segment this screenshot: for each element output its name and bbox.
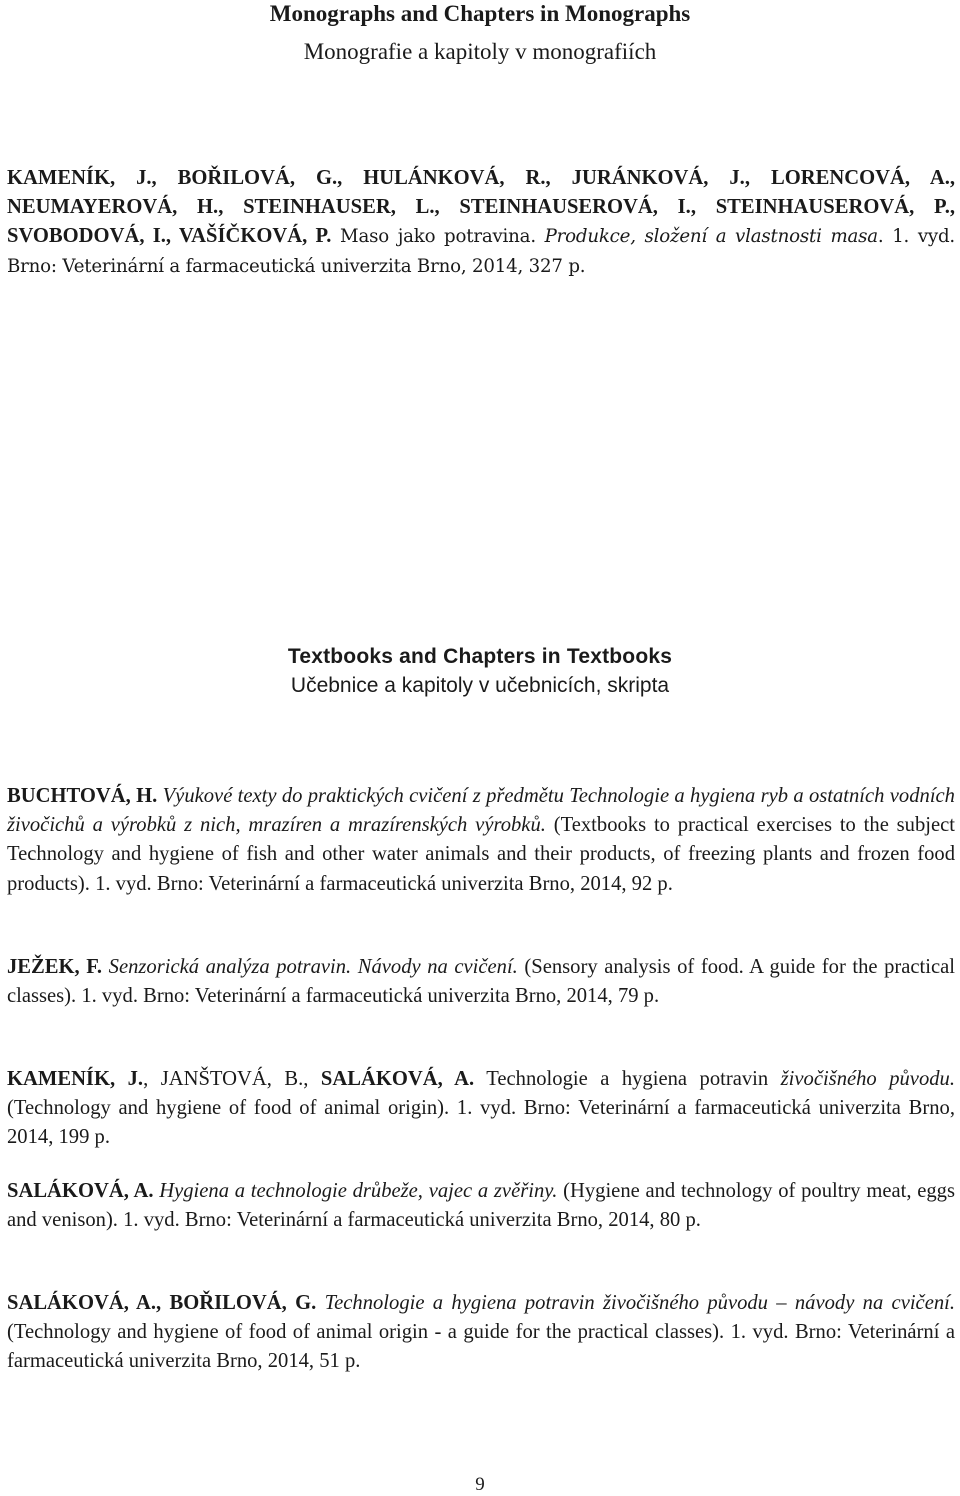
monographs-heading <box>0 0 960 66</box>
entry-authors: JEŽEK, F. <box>7 956 103 978</box>
monographs-heading-en: Monographs and Chapters in Monographs <box>269 1 691 26</box>
entry-authors: KAMENÍK, J., BOŘILOVÁ, G., HULÁNKOVÁ, R., JURÁNKOVÁ, J., LORENCOVÁ, A., NEUMAYEROVÁ, H., STEINHAUSER, L., STEINHAUSEROVÁ, I., STEINHAUSEROVÁ, P., SVOBODOVÁ, I., VAŠÍČKOVÁ, P. <box>7 167 955 248</box>
entry-authors-last: SALÁKOVÁ, A. <box>320 1068 475 1090</box>
entry-title-italic: Technologie a hygiena potravin živočišného původu – návody na cvičení. <box>324 1292 955 1314</box>
entry-authors: SALÁKOVÁ, A., BOŘILOVÁ, G. <box>7 1292 317 1314</box>
entry-publication: (Technology and hygiene of food of animal origin). 1. vyd. Brno: Veterinární a farmaceutická univerzita Brno, 2014, 199 p. <box>7 1097 955 1149</box>
entry-title-italic: Senzorická analýza potravin. Návody na cvičení. <box>108 956 518 978</box>
entry-publication: (Technology and hygiene of food of animal origin - a guide for the practical classes). 1. vyd. Brno: Veterinární a farmaceutická univerzita Brno, 2014, 51 p. <box>7 1321 955 1373</box>
entry-authors: BUCHTOVÁ, H. <box>7 785 158 807</box>
textbook-entry <box>7 1065 955 1153</box>
textbooks-heading-cz: Učebnice a kapitoly v učebnicích, skripta <box>290 674 670 697</box>
entry-title-italic: živočišného původu. <box>780 1068 955 1090</box>
page-number: 9 <box>475 1474 485 1495</box>
textbooks-heading <box>0 643 960 701</box>
entry-publication: . 1. vyd. Brno: Veterinární a farmaceutická univerzita Brno, 2014, 327 p. <box>7 226 956 277</box>
textbooks-heading-en: Textbooks and Chapters in Textbooks <box>287 645 673 668</box>
entry-authors-first: KAMENÍK, J. <box>7 1068 144 1090</box>
entry-title-italic: Výukové texty do praktických cvičení z předmětu Technologie a hygiena ryb a ostatních vodních živočichů a výrobků z nich, mrazíren a mrazírenských výrobků. <box>7 785 955 837</box>
entry-publication: (Textbooks to practical exercises to the subject Technology and hygiene of fish and other water animals and their products, of freezing plants and frozen food products). 1. vyd. Brno: Veterinární a farmaceutická univerzita Brno, 2014, 92 p. <box>7 814 956 895</box>
entry-title-italic: Produkce, složení a vlastnosti masa <box>544 226 878 248</box>
entry-authors: SALÁKOVÁ, A. <box>7 1180 154 1202</box>
textbook-entry <box>7 1289 955 1377</box>
monograph-entry <box>7 164 955 281</box>
monographs-heading-cz: Monografie a kapitoly v monografiích <box>303 39 657 64</box>
entry-title-italic: Hygiena a technologie drůbeže, vajec a zvěřiny. <box>159 1180 558 1202</box>
entry-authors-middle: , JANŠTOVÁ, B., <box>143 1068 321 1090</box>
textbook-entry <box>7 1177 955 1235</box>
textbook-entry <box>7 953 955 1011</box>
entry-publication: (Sensory analysis of food. A guide for the practical classes). 1. vyd. Brno: Veterinární a farmaceutická univerzita Brno, 2014, 79 p. <box>7 956 955 1008</box>
entry-publication: (Hygiene and technology of poultry meat, eggs and venison). 1. vyd. Brno: Veterinární a farmaceutická univerzita Brno, 2014, 80 p. <box>7 1180 955 1232</box>
entry-title-plain: Maso jako potravina. <box>331 226 545 248</box>
textbook-entry <box>7 782 955 899</box>
entry-title-plain: Technologie a hygiena potravin <box>474 1068 781 1090</box>
